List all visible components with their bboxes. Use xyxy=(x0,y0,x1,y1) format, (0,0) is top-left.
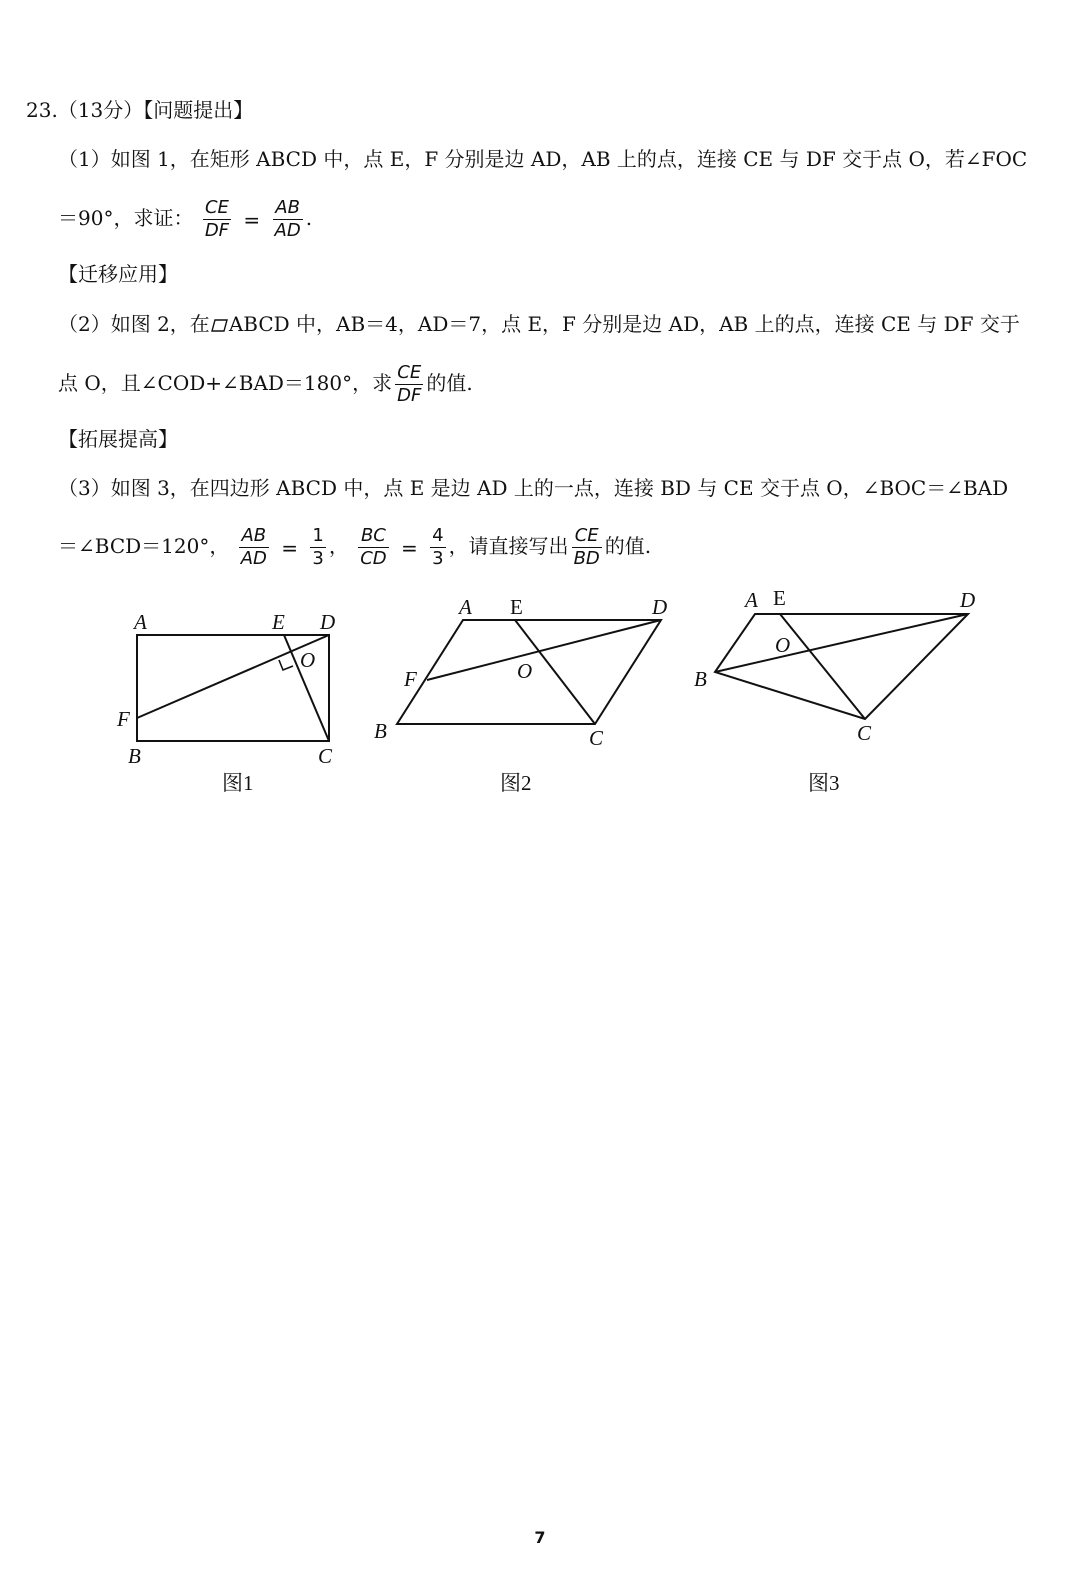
fig3-label-e: E xyxy=(773,586,786,610)
section-transfer-title: 【迁移应用】 xyxy=(58,262,178,286)
fig1-label-f: F xyxy=(117,707,130,731)
part2-line2: 点 O，且∠COD+∠BAD＝180°，求 $\frac{CE}{DF}$ 的值. xyxy=(58,362,473,406)
fig1-caption: 图1 xyxy=(222,771,254,795)
fig2-label-o: O xyxy=(517,659,533,683)
fig3-label-d: D xyxy=(960,588,976,612)
fig2-label-c: C xyxy=(589,726,604,750)
fig3-segment-ce xyxy=(780,614,865,719)
fig2-segment-df xyxy=(427,620,661,680)
fig1-label-a: A xyxy=(134,610,147,634)
fig2-label-d: D xyxy=(652,595,668,619)
fraction-ab-ad-3: $\frac{AB}{AD}$ xyxy=(240,525,267,569)
fig3-caption: 图3 xyxy=(808,771,840,795)
fig3-label-o: O xyxy=(775,633,791,657)
fig2-label-f: F xyxy=(404,667,417,691)
page-number: 7 xyxy=(534,1528,546,1547)
fig2-caption: 图2 xyxy=(500,771,532,795)
fig1-label-c: C xyxy=(318,744,333,768)
parallelogram-icon xyxy=(211,319,228,332)
fig1-right-angle-mark xyxy=(279,660,293,670)
fig3-quadrilateral xyxy=(715,614,968,719)
fig3-label-b: B xyxy=(694,667,707,691)
fig2-label-e: E xyxy=(510,595,523,619)
equals-sign: = xyxy=(243,207,261,232)
fraction-bc-cd: $\frac{BC}{CD}$ xyxy=(360,525,387,569)
fig1-label-b: B xyxy=(128,744,141,768)
figure-3 xyxy=(715,614,968,719)
problem-header xyxy=(26,96,253,124)
fig2-label-b: B xyxy=(374,719,387,743)
section-extension-title: 【拓展提高】 xyxy=(58,427,178,451)
fraction-ce-bd: $\frac{CE}{BD}$ xyxy=(573,525,600,569)
fig3-label-c: C xyxy=(857,721,872,745)
part1-line1 xyxy=(58,145,1027,173)
fig2-label-a: A xyxy=(459,595,472,619)
fig3-label-a: A xyxy=(745,588,758,612)
fraction-ce-df-2: $\frac{CE}{DF}$ xyxy=(397,362,422,406)
part1-line2: ＝90°，求证： $\frac{CE}{DF}$ = $\frac{AB}{AD}$ . xyxy=(58,197,313,241)
problem-header-text: 23.（13分）【问题提出】 xyxy=(26,98,254,122)
fig3-segment-bd xyxy=(715,614,968,672)
fig1-label-o: O xyxy=(300,648,316,672)
part3-line2: ＝∠BCD＝120°， $\frac{AB}{AD}$ = $\frac{1}{3}$ ， $\frac{BC}{CD}$ = $\frac{4}{3}$ ，请直接写出 $\frac{CE}{BD}$ 的值. xyxy=(58,525,652,569)
figures-area xyxy=(0,580,1080,810)
fraction-ab-ad: $\frac{AB}{AD}$ xyxy=(274,197,301,241)
fig1-label-d: D xyxy=(320,610,336,634)
fraction-ce-df: $\frac{CE}{DF}$ xyxy=(204,197,230,241)
part1-text: （1）如图 1，在矩形 ABCD 中，点 E，F 分别是边 AD，AB 上的点，连接 CE 与 DF 交于点 O，若∠FOC xyxy=(58,147,1028,171)
fraction-one-third: $\frac{1}{3}$ xyxy=(312,525,324,569)
part2-line1: （2）如图 2，在 ABCD 中，AB＝4，AD＝7，点 E，F 分别是边 AD，AB 上的点，连接 CE 与 DF 交于 xyxy=(58,312,1020,336)
fig1-label-e: E xyxy=(272,610,285,634)
fraction-four-thirds: $\frac{4}{3}$ xyxy=(432,525,444,569)
part3-line1: （3）如图 3，在四边形 ABCD 中，点 E 是边 AD 上的一点，连接 BD 与 CE 交于点 O，∠BOC＝∠BAD xyxy=(58,476,1009,500)
part1-prove-text: ＝90°，求证： xyxy=(58,206,194,230)
